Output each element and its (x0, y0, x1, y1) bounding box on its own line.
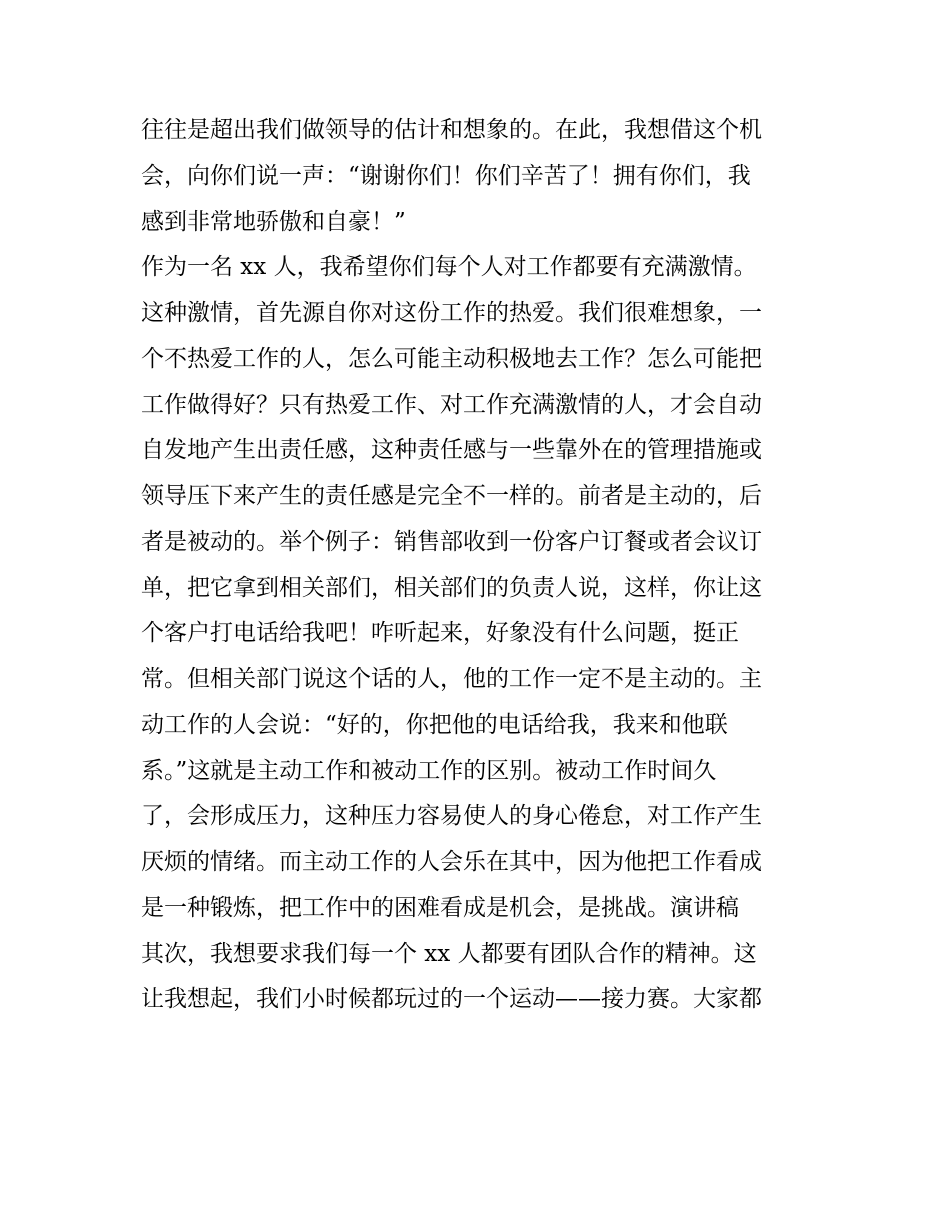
text-line: 自发地产生出责任感，这种责任感与一些靠外在的管理措施或 (141, 437, 762, 464)
text-line: 常。但相关部门说这个话的人，他的工作一定不是主动的。主 (141, 666, 762, 692)
document-body (141, 108, 821, 1023)
text-line: 是一种锻炼，把工作中的困难看成是机会，是挑战。演讲稿 (141, 894, 739, 921)
text-line: 这种激情，首先源自你对这份工作的热爱。我们很难想象，一 (141, 300, 762, 326)
text-line: 厌烦的情绪。而主动工作的人会乐在其中，因为他把工作看成 (141, 849, 762, 875)
text-line: 动工作的人会说：“好的，你把他的电话给我，我来和他联 (141, 711, 728, 738)
text-line: 个不热爱工作的人，怎么可能主动积极地去工作？怎么可能把 (141, 345, 762, 372)
text-line: 其次，我想要求我们每一个 xx 人都要有团队合作的精神。这 (141, 940, 757, 967)
text-line: 领导压下来产生的责任感是完全不一样的。前者是主动的，后 (141, 483, 762, 509)
text-line: 单，把它拿到相关部们，相关部们的负责人说，这样，你让这 (141, 574, 762, 601)
text-line: 作为一名 xx 人，我希望你们每个人对工作都要有充满激情。 (141, 254, 757, 281)
text-line: 让我想起，我们小时候都玩过的一个运动——接力赛。大家都 (141, 986, 762, 1013)
text-line: 者是被动的。举个例子：销售部收到一份客户订餐或者会议订 (141, 528, 762, 555)
text-line: 系。”这就是主动工作和被动工作的区别。被动工作时间久 (141, 757, 717, 784)
text-line: 会，向你们说一声：“谢谢你们！你们辛苦了！拥有你们，我 (141, 162, 751, 189)
text-line: 工作做得好？只有热爱工作、对工作充满激情的人，才会自动 (141, 391, 762, 418)
text-line: 感到非常地骄傲和自豪！” (141, 208, 406, 235)
text-line: 个客户打电话给我吧！咋听起来，好象没有什么问题，挺正 (141, 620, 739, 647)
text-line: 了，会形成压力，这种压力容易使人的身心倦怠，对工作产生 (141, 803, 762, 830)
text-line: 往往是超出我们做领导的估计和想象的。在此，我想借这个机 (141, 117, 762, 143)
